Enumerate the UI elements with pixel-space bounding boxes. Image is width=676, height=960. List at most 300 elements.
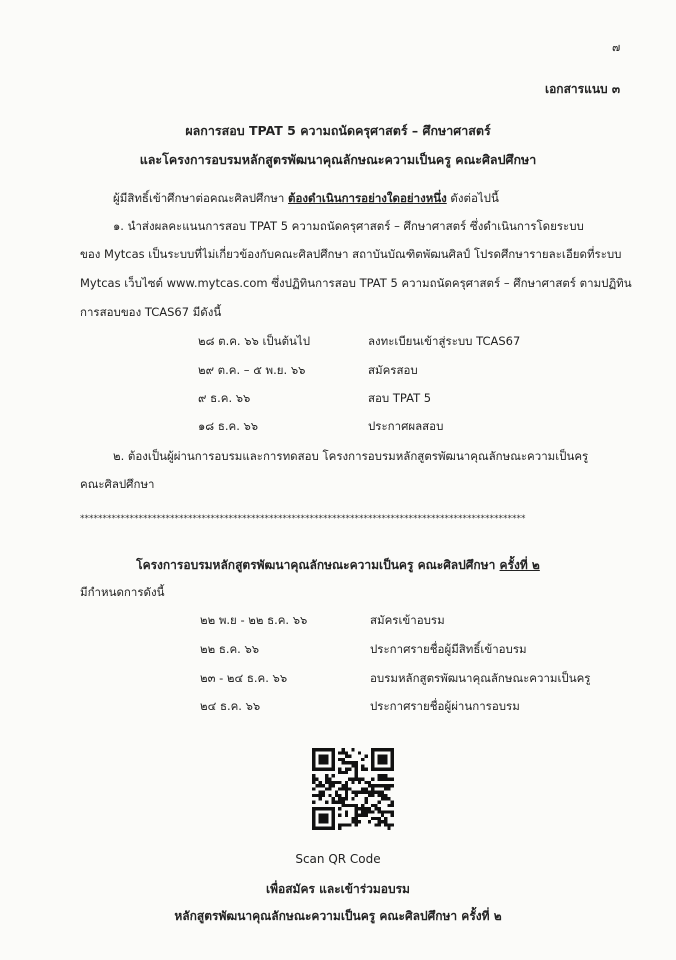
qr-module bbox=[332, 823, 335, 826]
qr-module bbox=[361, 807, 364, 810]
qr-module bbox=[342, 787, 345, 790]
qr-module bbox=[355, 807, 358, 810]
qr-module bbox=[348, 778, 351, 781]
qr-module bbox=[342, 761, 345, 764]
qr-module bbox=[361, 778, 364, 781]
schedule2-event: ประกาศรายชื่อผู้มีสิทธิ์เข้าอบรม bbox=[370, 642, 527, 656]
qr-module bbox=[371, 784, 374, 787]
schedule1-date: ๒๘ ต.ค. ๖๖ เป็นต้นไป bbox=[198, 334, 310, 348]
qr-module bbox=[315, 807, 318, 810]
qr-module bbox=[381, 755, 384, 758]
clause2-line1: ๒. ต้องเป็นผู้ผ่านการอบรมและการทดสอบ โครงการอบรมหลักสูตรพัฒนาคุณลักษณะความเป็นครู bbox=[113, 449, 589, 463]
qr-module bbox=[374, 748, 377, 751]
qr-module bbox=[364, 800, 367, 803]
schedule1-event: สอบ TPAT 5 bbox=[368, 391, 432, 405]
schedule2-event: ประกาศรายชื่อผู้ผ่านการอบรม bbox=[370, 699, 520, 713]
qr-module bbox=[384, 817, 387, 820]
qr-module bbox=[338, 781, 341, 784]
qr-module bbox=[312, 758, 315, 761]
qr-module bbox=[361, 764, 364, 767]
qr-module bbox=[378, 755, 381, 758]
qr-module bbox=[391, 768, 394, 771]
schedule1-date: ๒๙ ต.ค. – ๕ พ.ย. ๖๖ bbox=[198, 363, 306, 377]
qr-module bbox=[345, 814, 348, 817]
qr-module bbox=[312, 807, 315, 810]
qr-module bbox=[322, 748, 325, 751]
qr-module bbox=[315, 768, 318, 771]
qr-module bbox=[391, 814, 394, 817]
qr-caption: Scan QR Code bbox=[295, 852, 381, 866]
qr-module bbox=[345, 784, 348, 787]
qr-module bbox=[355, 823, 358, 826]
qr-module bbox=[312, 787, 315, 790]
qr-module bbox=[332, 755, 335, 758]
qr-module bbox=[345, 810, 348, 813]
qr-module bbox=[381, 748, 384, 751]
qr-module bbox=[378, 761, 381, 764]
qr-module bbox=[319, 814, 322, 817]
qr-module bbox=[315, 827, 318, 830]
qr-module bbox=[312, 781, 315, 784]
qr-module bbox=[335, 791, 338, 794]
qr-module bbox=[364, 768, 367, 771]
qr-module bbox=[325, 774, 328, 777]
qr-module bbox=[312, 823, 315, 826]
qr-module bbox=[391, 800, 394, 803]
asterisk-separator: *************************************************************************************************** bbox=[80, 514, 526, 524]
qr-module bbox=[374, 804, 377, 807]
qr-module bbox=[319, 791, 322, 794]
qr-module bbox=[332, 827, 335, 830]
qr-module bbox=[325, 820, 328, 823]
qr-module bbox=[319, 807, 322, 810]
qr-module bbox=[378, 768, 381, 771]
qr-module bbox=[351, 761, 354, 764]
qr-module bbox=[384, 755, 387, 758]
qr-module bbox=[322, 784, 325, 787]
qr-module bbox=[351, 797, 354, 800]
qr-module bbox=[371, 751, 374, 754]
qr-module bbox=[378, 810, 381, 813]
qr-module bbox=[391, 758, 394, 761]
qr-module bbox=[328, 748, 331, 751]
qr-module bbox=[364, 755, 367, 758]
qr-module bbox=[364, 814, 367, 817]
qr-module bbox=[384, 794, 387, 797]
intro-prefix: ผู้มีสิทธิ์เข้าศึกษาต่อคณะศิลปศึกษา bbox=[113, 191, 289, 205]
qr-module bbox=[387, 810, 390, 813]
qr-module bbox=[378, 817, 381, 820]
qr-module bbox=[348, 804, 351, 807]
qr-module bbox=[381, 768, 384, 771]
qr-module bbox=[378, 791, 381, 794]
qr-module bbox=[325, 800, 328, 803]
qr-module bbox=[322, 791, 325, 794]
qr-module bbox=[374, 807, 377, 810]
attachment-label: เอกสารแนบ ๓ bbox=[545, 82, 621, 96]
qr-module bbox=[355, 768, 358, 771]
qr-module bbox=[371, 761, 374, 764]
qr-module bbox=[312, 751, 315, 754]
qr-caption-line3: หลักสูตรพัฒนาคุณลักษณะความเป็นครู คณะศิลปศึกษา ครั้งที่ ๒ bbox=[174, 909, 502, 923]
qr-module bbox=[358, 781, 361, 784]
qr-module bbox=[332, 800, 335, 803]
qr-module bbox=[315, 748, 318, 751]
qr-module bbox=[358, 814, 361, 817]
qr-module bbox=[335, 800, 338, 803]
schedule2-date: ๒๔ ธ.ค. ๖๖ bbox=[200, 699, 261, 713]
qr-module bbox=[387, 784, 390, 787]
qr-module bbox=[371, 804, 374, 807]
clause2-line2: คณะศิลปศึกษา bbox=[80, 477, 155, 491]
qr-module bbox=[351, 778, 354, 781]
schedule1-event: ประกาศผลสอบ bbox=[368, 419, 444, 433]
qr-module bbox=[378, 748, 381, 751]
qr-module bbox=[355, 820, 358, 823]
qr-module bbox=[332, 817, 335, 820]
qr-module bbox=[312, 748, 315, 751]
qr-module bbox=[351, 804, 354, 807]
qr-module bbox=[391, 761, 394, 764]
clause1-line4: การสอบของ TCAS67 มีดังนี้ bbox=[80, 305, 222, 319]
clause1-line1: ๑. นำส่งผลคะแนนการสอบ TPAT 5 ความถนัดครุศาสตร์ – ศึกษาศาสตร์ ซึ่งดำเนินการโดยระบบ bbox=[113, 219, 584, 233]
qr-module bbox=[322, 814, 325, 817]
qr-module bbox=[355, 814, 358, 817]
qr-module bbox=[345, 823, 348, 826]
qr-module bbox=[312, 794, 315, 797]
qr-module bbox=[355, 764, 358, 767]
qr-module bbox=[364, 810, 367, 813]
qr-module bbox=[391, 784, 394, 787]
qr-module bbox=[384, 774, 387, 777]
qr-module bbox=[312, 814, 315, 817]
qr-module bbox=[325, 748, 328, 751]
qr-module bbox=[342, 758, 345, 761]
qr-module bbox=[384, 748, 387, 751]
qr-module bbox=[361, 810, 364, 813]
qr-module bbox=[381, 794, 384, 797]
qr-module bbox=[361, 791, 364, 794]
qr-module bbox=[328, 787, 331, 790]
qr-module bbox=[384, 787, 387, 790]
qr-module bbox=[342, 804, 345, 807]
qr-module bbox=[364, 787, 367, 790]
qr-module bbox=[325, 814, 328, 817]
qr-module bbox=[319, 761, 322, 764]
qr-module bbox=[319, 817, 322, 820]
qr-module bbox=[342, 771, 345, 774]
qr-module bbox=[391, 810, 394, 813]
qr-module bbox=[332, 784, 335, 787]
qr-module bbox=[338, 827, 341, 830]
qr-module bbox=[338, 807, 341, 810]
qr-module bbox=[335, 794, 338, 797]
qr-module bbox=[338, 751, 341, 754]
qr-module bbox=[319, 797, 322, 800]
qr-module bbox=[391, 748, 394, 751]
qr-module bbox=[348, 787, 351, 790]
qr-module bbox=[384, 810, 387, 813]
qr-module bbox=[384, 768, 387, 771]
qr-module bbox=[338, 794, 341, 797]
qr-module bbox=[342, 823, 345, 826]
qr-module bbox=[332, 758, 335, 761]
qr-module bbox=[368, 784, 371, 787]
qr-module bbox=[361, 814, 364, 817]
qr-module bbox=[348, 823, 351, 826]
schedule1-date: ๑๘ ธ.ค. ๖๖ bbox=[198, 419, 259, 433]
qr-module bbox=[387, 778, 390, 781]
qr-module bbox=[325, 778, 328, 781]
qr-module bbox=[361, 768, 364, 771]
qr-module bbox=[378, 820, 381, 823]
qr-module bbox=[378, 778, 381, 781]
qr-module bbox=[351, 748, 354, 751]
qr-module bbox=[387, 787, 390, 790]
qr-module bbox=[371, 817, 374, 820]
qr-module bbox=[378, 800, 381, 803]
schedule2-date: ๒๒ พ.ย - ๒๒ ธ.ค. ๖๖ bbox=[200, 613, 308, 627]
schedule2-event: สมัครเข้าอบรม bbox=[370, 613, 445, 627]
qr-module bbox=[345, 751, 348, 754]
qr-module bbox=[355, 774, 358, 777]
qr-module bbox=[368, 810, 371, 813]
qr-module bbox=[384, 797, 387, 800]
qr-module bbox=[368, 781, 371, 784]
qr-module bbox=[345, 755, 348, 758]
qr-module bbox=[351, 764, 354, 767]
qr-module bbox=[371, 778, 374, 781]
qr-module bbox=[345, 787, 348, 790]
qr-module bbox=[338, 797, 341, 800]
qr-module bbox=[332, 807, 335, 810]
qr-module bbox=[325, 787, 328, 790]
qr-module bbox=[338, 800, 341, 803]
qr-module bbox=[374, 791, 377, 794]
qr-module bbox=[374, 768, 377, 771]
qr-module bbox=[328, 794, 331, 797]
qr-module bbox=[319, 784, 322, 787]
qr-module bbox=[332, 751, 335, 754]
qr-module bbox=[355, 791, 358, 794]
qr-module bbox=[361, 758, 364, 761]
qr-module bbox=[312, 820, 315, 823]
qr-module bbox=[312, 778, 315, 781]
qr-module bbox=[378, 758, 381, 761]
qr-module bbox=[322, 755, 325, 758]
qr-module bbox=[322, 807, 325, 810]
qr-module bbox=[371, 748, 374, 751]
qr-module bbox=[358, 778, 361, 781]
qr-module bbox=[332, 764, 335, 767]
qr-module bbox=[325, 768, 328, 771]
qr-module bbox=[315, 778, 318, 781]
qr-module bbox=[338, 814, 341, 817]
clause1-line3: Mytcas เว็บไซต์ www.mytcas.com ซึ่งปฏิทินการสอบ TPAT 5 ความถนัดครุศาสตร์ – ศึกษาศาสตร์ ตามปฏิทิน bbox=[80, 276, 632, 290]
schedule2-date: ๒๓ - ๒๔ ธ.ค. ๖๖ bbox=[200, 671, 288, 685]
qr-module bbox=[358, 807, 361, 810]
qr-module bbox=[378, 823, 381, 826]
section2-title bbox=[0, 556, 676, 575]
qr-module bbox=[351, 817, 354, 820]
qr-module bbox=[342, 797, 345, 800]
qr-module bbox=[348, 761, 351, 764]
intro-emphasis: ต้องดำเนินการอย่างใดอย่างหนึ่ง bbox=[288, 191, 447, 205]
qr-module bbox=[328, 784, 331, 787]
qr-module bbox=[391, 778, 394, 781]
qr-module bbox=[325, 781, 328, 784]
qr-caption-line2: เพื่อสมัคร และเข้าร่วมอบรม bbox=[266, 882, 410, 896]
qr-module bbox=[332, 810, 335, 813]
qr-module bbox=[378, 807, 381, 810]
qr-module bbox=[381, 810, 384, 813]
qr-module bbox=[345, 761, 348, 764]
qr-module bbox=[328, 768, 331, 771]
qr-module bbox=[332, 761, 335, 764]
qr-module bbox=[345, 791, 348, 794]
intro-paragraph bbox=[113, 190, 499, 208]
qr-module bbox=[332, 748, 335, 751]
qr-module bbox=[374, 823, 377, 826]
qr-code-icon[interactable] bbox=[312, 748, 394, 830]
clause1-line2: ของ Mytcas เป็นระบบที่ไม่เกี่ยวข้องกับคณะศิลปศึกษา สถาบันบัณฑิตพัฒนศิลป์ โปรดศึกษารายละเอียดที่ระบบ bbox=[80, 247, 622, 261]
qr-module bbox=[355, 810, 358, 813]
qr-module bbox=[312, 761, 315, 764]
qr-module bbox=[351, 820, 354, 823]
title-line-2: และโครงการอบรมหลักสูตรพัฒนาคุณลักษณะความเป็นครู คณะศิลปศึกษา bbox=[139, 152, 537, 167]
schedule1-event: สมัครสอบ bbox=[368, 363, 418, 377]
qr-module bbox=[358, 791, 361, 794]
qr-module bbox=[322, 758, 325, 761]
qr-module bbox=[338, 771, 341, 774]
qr-module bbox=[381, 797, 384, 800]
schedule2-date: ๒๒ ธ.ค. ๖๖ bbox=[200, 642, 260, 656]
qr-module bbox=[345, 804, 348, 807]
qr-module bbox=[387, 804, 390, 807]
qr-module bbox=[328, 827, 331, 830]
qr-module bbox=[315, 784, 318, 787]
qr-module bbox=[355, 804, 358, 807]
qr-module bbox=[391, 755, 394, 758]
qr-module bbox=[322, 817, 325, 820]
title-line-1: ผลการสอบ TPAT 5 ความถนัดครุศาสตร์ – ศึกษาศาสตร์ bbox=[185, 123, 491, 138]
qr-module bbox=[381, 774, 384, 777]
qr-module bbox=[312, 817, 315, 820]
qr-module bbox=[338, 787, 341, 790]
qr-module bbox=[361, 804, 364, 807]
qr-module bbox=[364, 791, 367, 794]
qr-module bbox=[368, 791, 371, 794]
qr-module bbox=[312, 768, 315, 771]
qr-module bbox=[391, 823, 394, 826]
qr-module bbox=[384, 758, 387, 761]
qr-module bbox=[312, 774, 315, 777]
qr-module bbox=[384, 761, 387, 764]
qr-module bbox=[338, 768, 341, 771]
qr-module bbox=[374, 784, 377, 787]
qr-module bbox=[319, 781, 322, 784]
qr-module bbox=[342, 800, 345, 803]
qr-module bbox=[371, 758, 374, 761]
qr-module bbox=[387, 827, 390, 830]
qr-module bbox=[342, 751, 345, 754]
qr-module bbox=[345, 797, 348, 800]
qr-module bbox=[371, 755, 374, 758]
qr-module bbox=[391, 764, 394, 767]
qr-module bbox=[348, 768, 351, 771]
section2-intro: มีกำหนดการดังนี้ bbox=[80, 585, 165, 599]
qr-module bbox=[342, 784, 345, 787]
qr-module bbox=[387, 768, 390, 771]
qr-module bbox=[381, 761, 384, 764]
qr-module bbox=[387, 748, 390, 751]
qr-module bbox=[381, 778, 384, 781]
qr-module bbox=[355, 778, 358, 781]
qr-module bbox=[332, 797, 335, 800]
qr-module bbox=[345, 771, 348, 774]
qr-module bbox=[319, 820, 322, 823]
qr-module bbox=[381, 814, 384, 817]
qr-module bbox=[312, 755, 315, 758]
schedule1-date: ๙ ธ.ค. ๖๖ bbox=[198, 391, 251, 405]
qr-module bbox=[322, 768, 325, 771]
qr-module bbox=[364, 807, 367, 810]
qr-module bbox=[358, 751, 361, 754]
qr-module bbox=[371, 810, 374, 813]
qr-module bbox=[355, 761, 358, 764]
qr-module bbox=[319, 768, 322, 771]
schedule2-event: อบรมหลักสูตรพัฒนาคุณลักษณะความเป็นครู bbox=[370, 671, 591, 685]
qr-module bbox=[315, 794, 318, 797]
qr-module bbox=[371, 768, 374, 771]
qr-module bbox=[384, 778, 387, 781]
qr-module bbox=[312, 810, 315, 813]
qr-module bbox=[391, 804, 394, 807]
qr-module bbox=[328, 807, 331, 810]
qr-module bbox=[381, 820, 384, 823]
qr-module bbox=[371, 787, 374, 790]
qr-module bbox=[322, 820, 325, 823]
section2-title-text: โครงการอบรมหลักสูตรพัฒนาคุณลักษณะความเป็นครู คณะศิลปศึกษา bbox=[136, 558, 500, 572]
qr-module bbox=[325, 761, 328, 764]
qr-module bbox=[368, 820, 371, 823]
qr-module bbox=[351, 781, 354, 784]
qr-module bbox=[332, 774, 335, 777]
qr-module bbox=[312, 827, 315, 830]
qr-module bbox=[338, 758, 341, 761]
qr-module bbox=[312, 764, 315, 767]
page-number: ๗ bbox=[612, 41, 621, 54]
qr-module bbox=[319, 748, 322, 751]
qr-module bbox=[384, 823, 387, 826]
qr-module bbox=[338, 823, 341, 826]
qr-module bbox=[374, 817, 377, 820]
qr-module bbox=[322, 827, 325, 830]
qr-module bbox=[381, 758, 384, 761]
qr-module bbox=[364, 781, 367, 784]
qr-module bbox=[381, 784, 384, 787]
qr-module bbox=[345, 781, 348, 784]
qr-module bbox=[387, 823, 390, 826]
qr-module bbox=[371, 791, 374, 794]
qr-module bbox=[342, 748, 345, 751]
qr-module bbox=[358, 820, 361, 823]
qr-module bbox=[384, 820, 387, 823]
qr-module bbox=[319, 758, 322, 761]
qr-module bbox=[355, 817, 358, 820]
qr-module bbox=[335, 781, 338, 784]
qr-module bbox=[322, 761, 325, 764]
